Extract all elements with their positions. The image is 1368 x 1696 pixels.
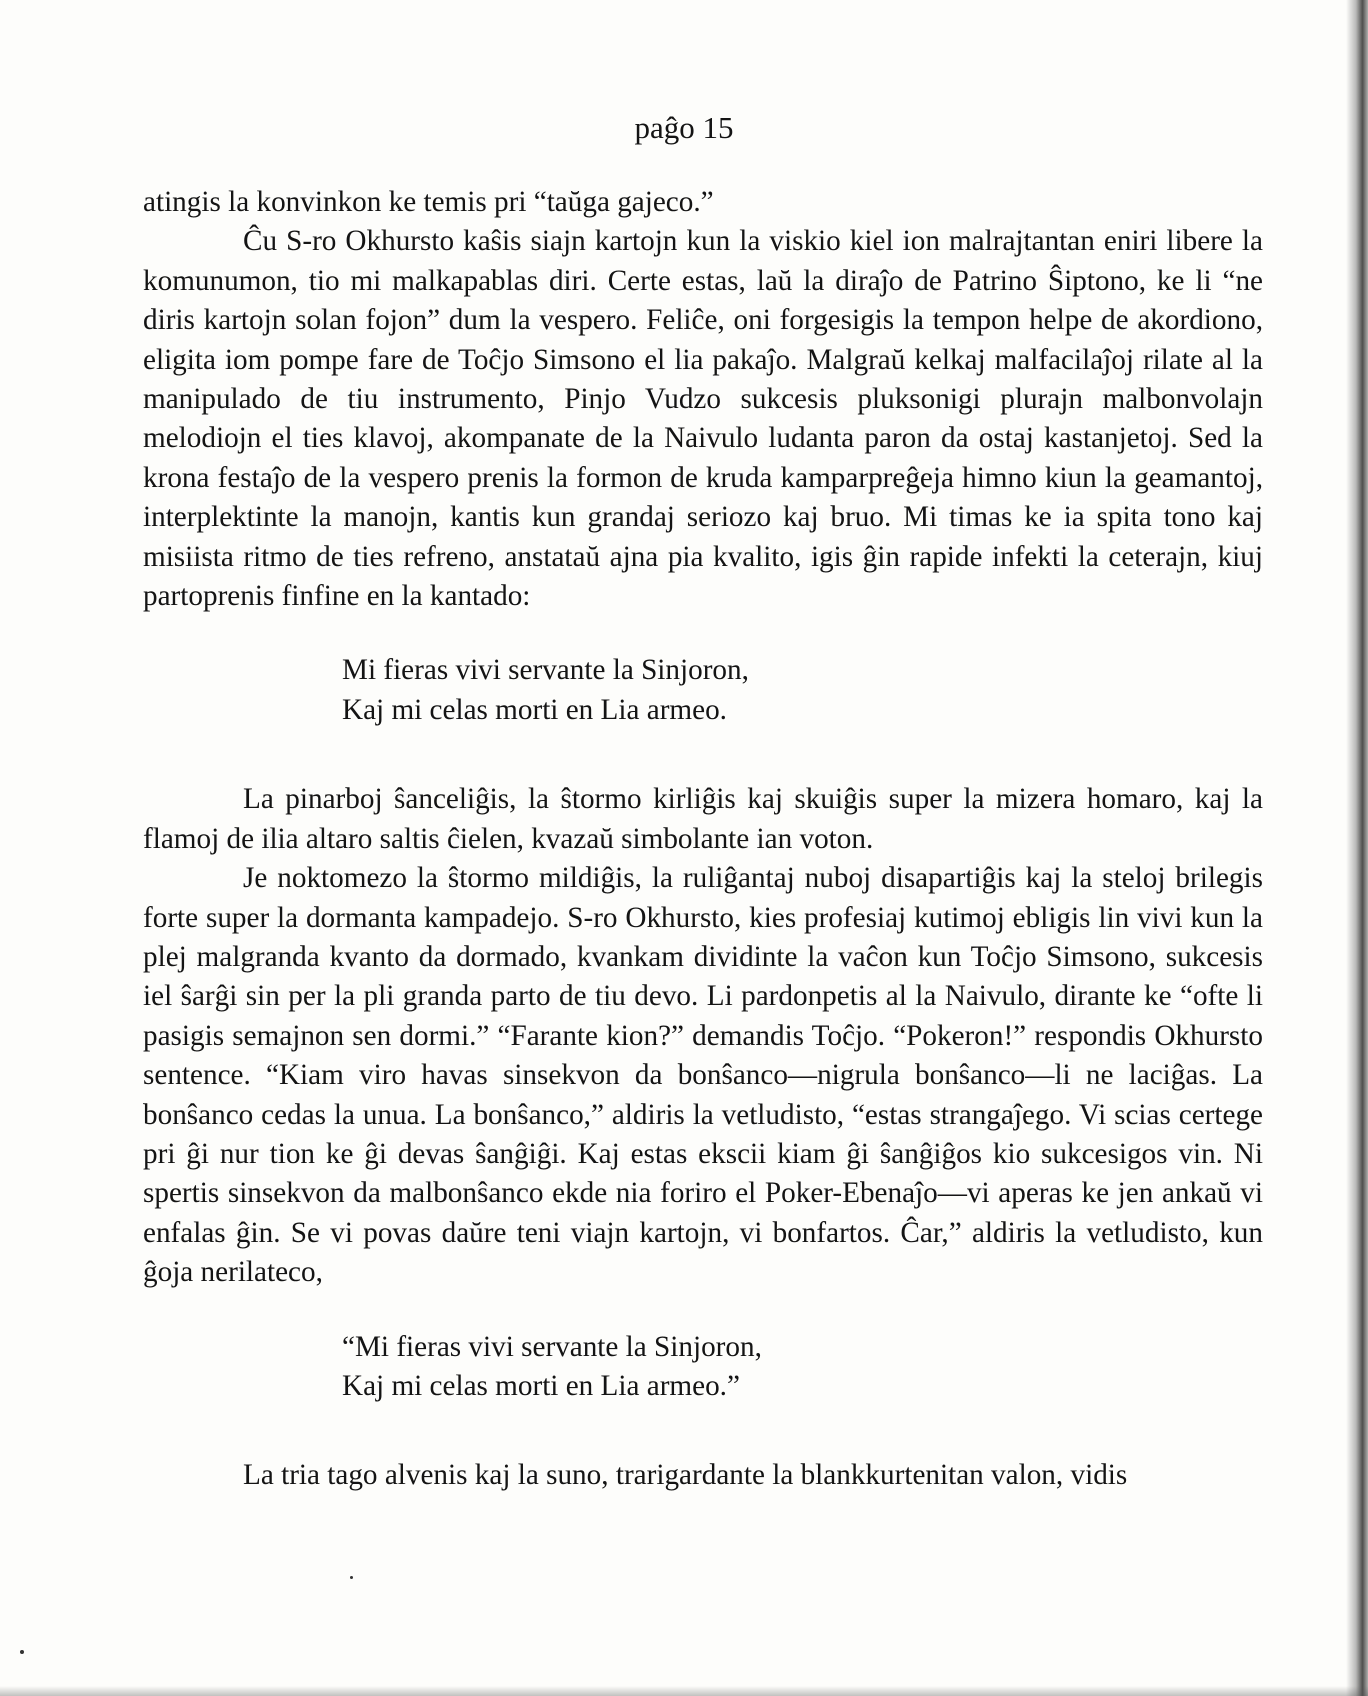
scan-right-edge xyxy=(1346,0,1368,1696)
paragraph-cards-and-hymn: Ĉu S-ro Okhursto kaŝis siajn kartojn kun la viskio kiel ion malrajtantan eniri libere la komunumon, tio mi malkapablas diri. Certe estas, laŭ la diraĵo de Patrino Ŝiptono, ke li “ne diris kartojn solan fojon” dum la vespero. Feliĉe, oni forgesigis la tempon helpe de akordiono, eligita iom pompe fare de Toĉjo Simsono el lia pakaĵo. Malgraŭ kelkaj malfacilaĵoj rilate al la manipulado de tiu instrumento, Pinjo Vudzo sukcesis pluksonigi plurajn malbonvolajn melodiojn el ties klavoj, akompanate de la Naivulo ludanta paron da ostaj kastanjetoj. Sed la krona festaĵo de la vespero prenis la formon de kruda kamparpreĝeja himno kiun la geamantoj, interplektinte la manojn, kantis kun grandaj seriozo kaj bruo. Mi timas ke ia spita tono kaj misiista ritmo de ties refreno, anstataŭ ajna pia kvalito, igis ĝin rapide infekti la ceterajn, kiuj partoprenis finfine en la kantado: xyxy=(143,225,1263,613)
verse-line: Kaj mi celas morti en Lia armeo.” xyxy=(342,1369,740,1402)
page-number: paĝo 15 xyxy=(634,110,734,145)
paragraph-continuation: atingis la konvinkon ke temis pri “taŭga gajeco.” xyxy=(143,186,714,218)
verse-line: Mi fieras vivi servante la Sinjoron, xyxy=(342,654,749,687)
book-text xyxy=(143,183,1263,1496)
paragraph-third-day: La tria tago alvenis kaj la suno, trarigardante la blankkurtenitan valon, vidis xyxy=(243,1459,1128,1492)
scan-bottom-edge xyxy=(0,1686,1368,1696)
paragraph-pines: La pinarboj ŝanceliĝis, la ŝtormo kirliĝis kaj skuiĝis super la mizera homaro, kaj la flamoj de ilia altaro saltis ĉielen, kvazaŭ simbolante ian voton. xyxy=(143,783,1263,855)
scan-speck xyxy=(20,1650,24,1654)
verse-line: Kaj mi celas morti en Lia armeo. xyxy=(342,693,727,726)
hymn-verse-1 xyxy=(143,651,1263,730)
paragraph-midnight: Je noktomezo la ŝtormo mildiĝis, la ruliĝantaj nuboj disapartiĝis kaj la steloj brilegis forte super la dormanta kampadejo. S-ro Okhursto, kies profesiaj kutimoj ebligis lin vivi kun la plej malgranda kvanto da dormado, kvankam dividinte la vaĉon kun Toĉjo Simsono, sukcesis iel ŝarĝi sin per la pli granda parto de tiu devo. Li pardonpetis al la Naivulo, dirante ke “ofte li pasigis semajnon sen dormi.” “Farante kion?” demandis Toĉjo. “Pokeron!” respondis Okhursto sentence. “Kiam viro havas sinsekvon da bonŝanco—nigrula bonŝanco—li ne laciĝas. La bonŝanco cedas la unua. La bonŝanco,” aldiris la vetludisto, “estas strangaĵego. Vi scias certege pri ĝi nur tion ke ĝi devas ŝanĝiĝi. Kaj estas ekscii kiam ĝi ŝanĝiĝos kio sukcesigos vin. Ni spertis sinsekvon da malbonŝanco ekde nia foriro el Poker-Ebenaĵo—vi aperas ke jen ankaŭ vi enfalas ĝin. Se vi povas daŭre teni viajn kartojn, vi bonfartos. Ĉar,” aldiris la vetludisto, kun ĝoja nerilateco, xyxy=(143,862,1263,1289)
verse-line: “Mi fieras vivi servante la Sinjoron, xyxy=(342,1330,762,1363)
hymn-verse-2 xyxy=(143,1328,1263,1407)
scan-speck xyxy=(350,1576,353,1579)
